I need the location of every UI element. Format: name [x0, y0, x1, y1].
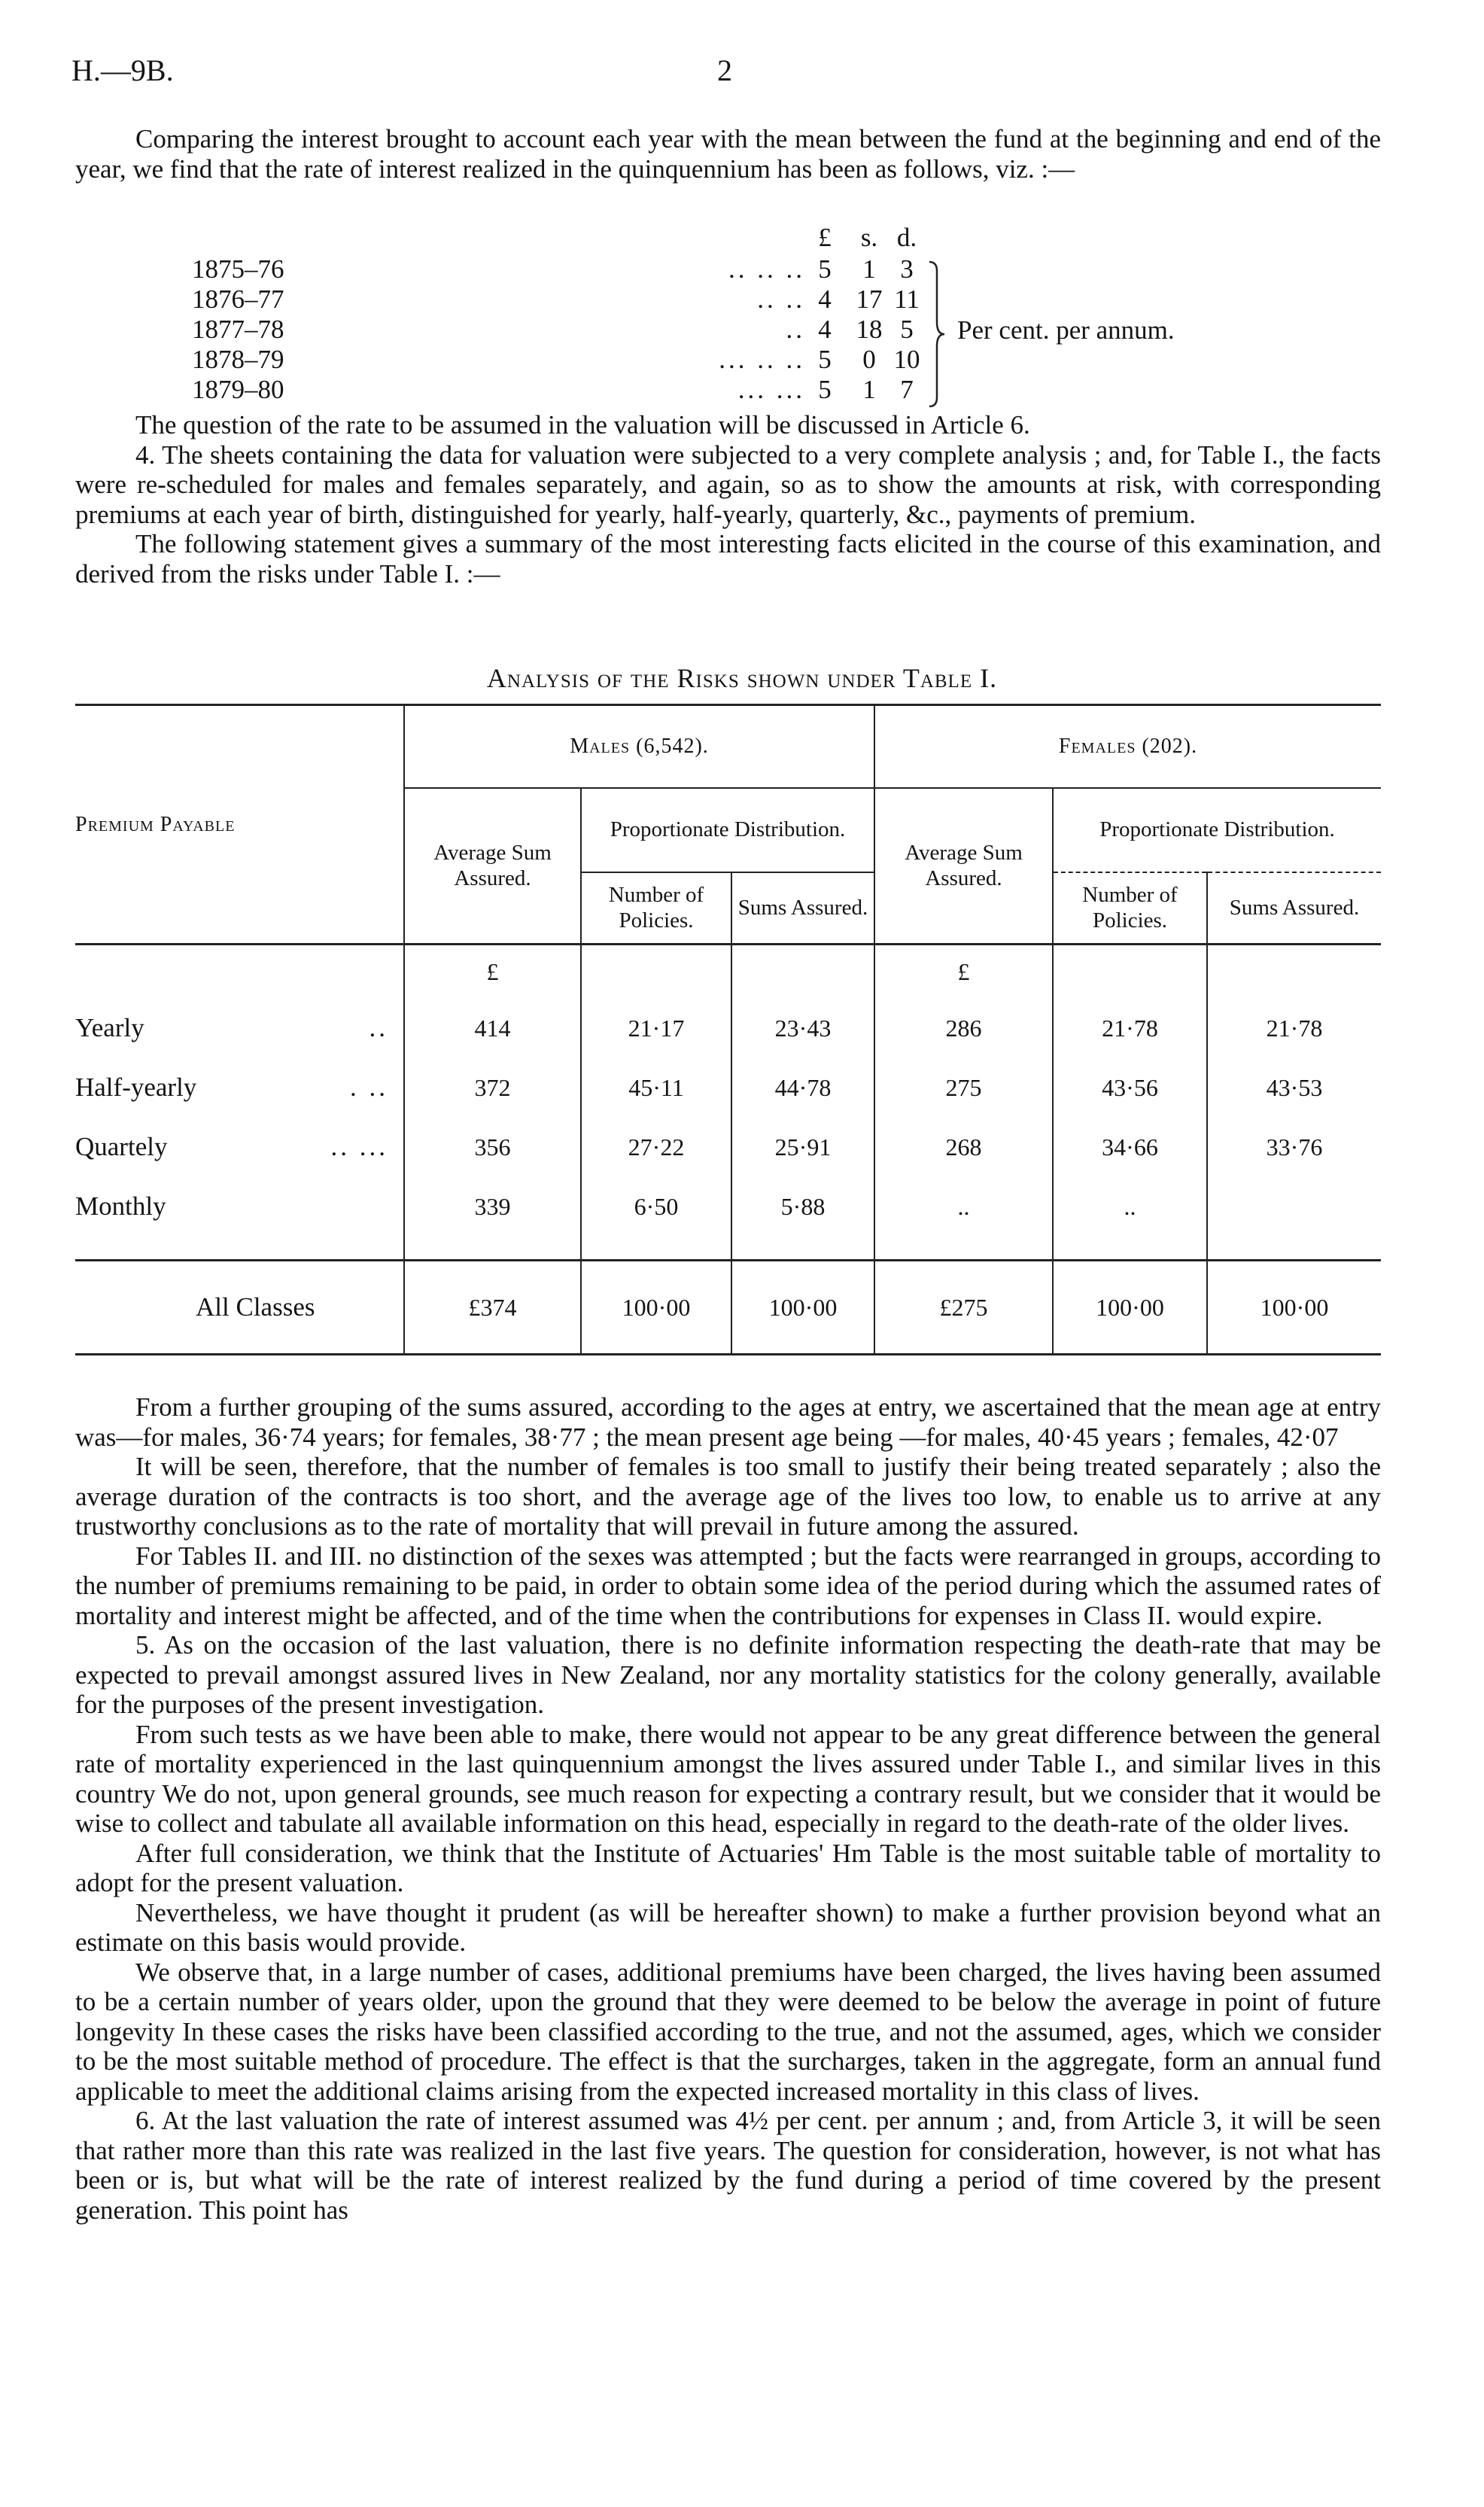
paragraph: For Tables II. and III. no distinction of the sexes was attempted ; but the facts were rearranged in groups, according to the number of premiums remaining to be paid, in order to obtain some idea of the period during which the assumed rates of mortality and interest might be affected, and of the time when the contributions for expenses in Class II. would expire.	[75, 1541, 1381, 1630]
leader-dots: ... .. ..	[719, 345, 805, 374]
rate-row	[192, 315, 914, 345]
rate-row	[192, 375, 914, 405]
table-row: Monthly 339 6·50 5·88 .. ..	[75, 1177, 1381, 1237]
female-sums-assured-header: Sums Assured.	[1207, 872, 1381, 945]
rate-pounds: 4	[818, 315, 832, 344]
rate-shillings: 1	[862, 375, 876, 404]
paragraph: From such tests as we have been able to make, there would not appear to be any great difference between the general rate of mortality experienced in the last quinquennium amongst the lives assured under Table I., and similar lives in this country We do not, upon general grounds, see much reason for expecting a contrary result, but we consider that it would be wise to collect and tabulate all available information on this head, especially in regard to the death-rate of the older lives.	[75, 1719, 1381, 1838]
paragraph: After full consideration, we think that the Institute of Actuaries' Hm Table is the most suitable table of mortality to adopt for the present valuation.	[75, 1838, 1381, 1897]
rate-pounds: 4	[818, 284, 832, 314]
table-row: Half-yearly . .. 372 45·11 44·78 275 43·56 43·53	[75, 1058, 1381, 1118]
risk-analysis-table	[75, 704, 1381, 1355]
rate-note: Per cent. per annum.	[957, 315, 1175, 345]
paragraph: From a further grouping of the sums assured, according to the ages at entry, we ascertained that the mean age at entry was—for males, 36·74 years; for females, 38·77 ; the mean present age being —for males, 40·45 years ; females, 42·07	[75, 1392, 1381, 1452]
females-header: Females (202).	[874, 705, 1381, 788]
rate-row	[192, 254, 914, 284]
rate-shillings: 1	[862, 254, 876, 284]
rate-year: 1878–79	[192, 345, 284, 374]
paragraph: 6. At the last valuation the rate of interest assumed was 4½ per cent. per annum ; and, from Article 3, it will be seen that rather more than this rate was realized in the last five years. The question for consideration, however, is not what has been or is, but what will be the rate of interest realized by the fund during a period of time covered by the present generation. This point has	[75, 2106, 1381, 2225]
paragraph: We observe that, in a large number of cases, additional premiums have been charged, the lives having been assumed to be a certain number of years older, upon the ground that they were deemed to be below the average in point of future longevity In these cases the risks have been classified according to the true, and not the assumed, ages, which we consider to be the most suitable method of procedure. The effect is that the surcharges, taken in the aggregate, form an annual fund applicable to meet the additional claims arising from the expected increased mortality in this class of lives.	[75, 1957, 1381, 2106]
rate-year: 1879–80	[192, 375, 284, 404]
row-label: Quartely	[75, 1132, 168, 1161]
rate-pounds: 5	[818, 254, 832, 284]
paragraph: The following statement gives a summary of the most interesting facts elicited in the course of this examination, and derived from the risks under Table I. :—	[75, 529, 1381, 589]
document-reference: H.—9B.	[71, 53, 174, 87]
female-average-sum-header: Average Sum Assured.	[874, 788, 1053, 945]
row-label: Half-yearly	[75, 1072, 197, 1102]
paragraph: Nevertheless, we have thought it prudent (as will be hereafter shown) to make a further provision beyond what an estimate on this basis would provide.	[75, 1897, 1381, 1957]
rate-row	[192, 345, 920, 375]
interest-rates-table	[192, 223, 1321, 404]
male-sums-assured-header: Sums Assured.	[731, 872, 874, 945]
leader-dots: ... ...	[737, 375, 805, 404]
row-label: Monthly	[75, 1191, 166, 1221]
rate-pounds: 5	[818, 345, 832, 374]
leader-dots: ..	[786, 315, 805, 344]
male-average-sum-header: Average Sum Assured.	[404, 788, 581, 945]
pence-header: d.	[896, 223, 917, 252]
table-row: Quartely .. ... 356 27·22 25·91 268 34·66 33·76	[75, 1118, 1381, 1177]
rate-year: 1876–77	[192, 284, 284, 314]
total-label: All Classes	[196, 1292, 315, 1322]
page-header	[71, 53, 1413, 98]
mid-paragraphs	[75, 410, 1381, 589]
female-unit: £	[874, 945, 1053, 999]
rate-pence: 10	[893, 345, 920, 374]
rate-shillings: 18	[856, 315, 883, 344]
male-number-policies-header: Number of Policies.	[581, 872, 731, 945]
leader-dots: .. .. ..	[728, 254, 805, 284]
table-caption: Analysis of the Risks shown under Table I.	[486, 663, 998, 693]
paragraph: 4. The sheets containing the data for valuation were subjected to a very complete analysis ; and, for Table I., the facts were re-scheduled for males and females separately, and again, so as to show the amounts at risk, with corresponding premiums at each year of birth, distinguished for yearly, half-yearly, quarterly, &c., payments of premium.	[75, 440, 1381, 529]
page-number: 2	[717, 53, 732, 87]
intro-paragraph-block	[75, 124, 1381, 184]
rate-year: 1875–76	[192, 254, 284, 284]
paragraph: The question of the rate to be assumed in the valuation will be discussed in Article 6.	[135, 410, 1030, 440]
pounds-header: £	[818, 223, 832, 252]
rate-pounds: 5	[818, 375, 832, 404]
rate-shillings: 17	[856, 284, 883, 314]
rate-row	[192, 284, 920, 315]
curly-brace-icon	[928, 260, 946, 408]
female-number-policies-header: Number of Policies.	[1053, 872, 1207, 945]
paragraph: 5. As on the occasion of the last valuation, there is no definite information respecting the death-rate that may be expected to prevail amongst assured lives in New Zealand, nor any mortality statistics for the colony generally, available for the purposes of the present investigation.	[75, 1630, 1381, 1719]
row-label: Yearly	[75, 1013, 144, 1042]
rate-pence: 11	[894, 284, 920, 314]
rate-shillings: 0	[862, 345, 876, 374]
table-row: Yearly .. 414 21·17 23·43 286 21·78 21·78	[75, 999, 1381, 1058]
shillings-header: s.	[860, 223, 878, 252]
males-header: Males (6,542).	[404, 705, 874, 788]
rate-pence: 5	[900, 315, 914, 344]
rate-pence: 7	[900, 375, 914, 404]
total-row: All Classes £374 100·00 100·00 £275 100·00 100·00	[75, 1261, 1381, 1355]
rate-pence: 3	[900, 254, 914, 284]
rate-year: 1877–78	[192, 315, 284, 344]
premium-payable-header: Premium Payable	[75, 705, 404, 945]
paragraph: It will be seen, therefore, that the number of females is too small to justify their being treated separately ; also the average duration of the contracts is too short, and the average age of the lives too low, to enable us to arrive at any trustworthy conclusions as to the rate of mortality that will prevail in future among the assured.	[75, 1452, 1381, 1541]
tail-paragraphs	[75, 1392, 1381, 2225]
female-proportionate-header: Proportionate Distribution.	[1053, 788, 1381, 872]
intro-paragraph: Comparing the interest brought to account each year with the mean between the fund at the beginning and end of the year, we find that the rate of interest realized in the quinquennium has been as follows, viz. :—	[75, 124, 1381, 184]
leader-dots: .. ..	[757, 284, 805, 314]
male-unit: £	[404, 945, 581, 999]
male-proportionate-header: Proportionate Distribution.	[581, 788, 874, 872]
